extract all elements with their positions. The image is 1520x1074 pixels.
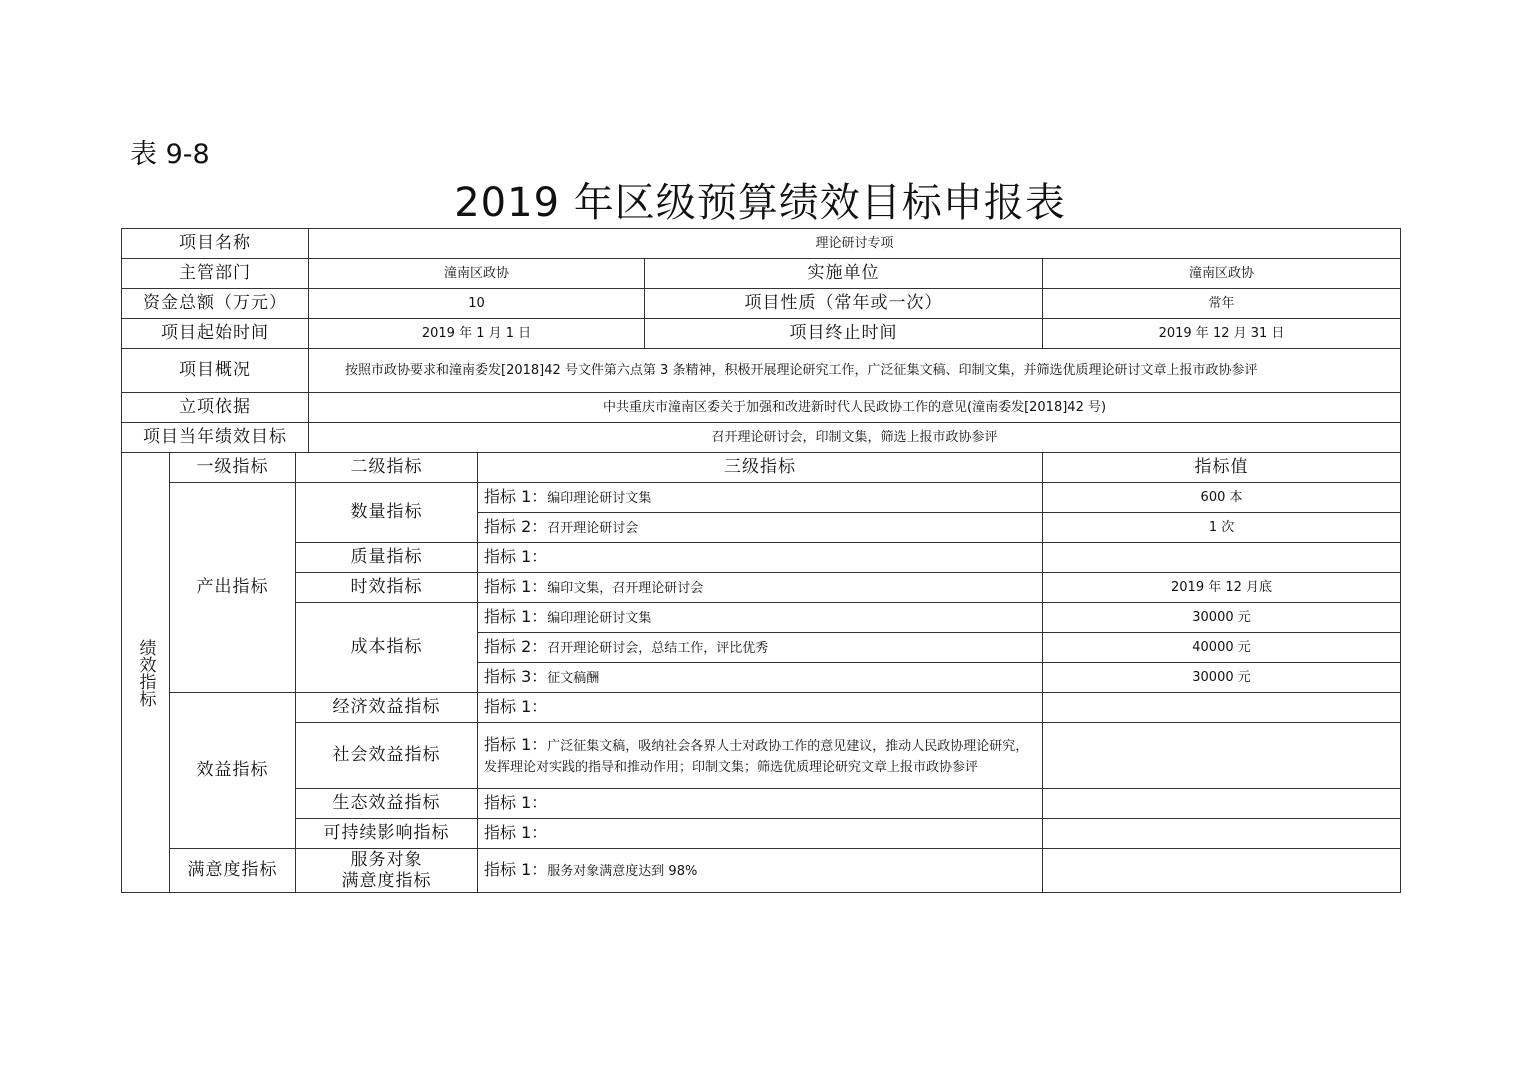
indicator-value	[1043, 819, 1401, 849]
indicator-prefix: 指标 2：	[484, 637, 548, 656]
cost-label: 成本指标	[296, 603, 478, 693]
row-project-name	[122, 229, 1401, 259]
indicator-value	[1043, 849, 1401, 893]
indicator-prefix: 指标 1：	[484, 860, 548, 879]
social-label: 社会效益指标	[296, 723, 478, 789]
indicator-value: 600 本	[1043, 483, 1401, 513]
impl-value: 潼南区政协	[1043, 259, 1401, 289]
output-label: 产出指标	[170, 483, 296, 693]
table-row	[122, 573, 1401, 603]
row-basis	[122, 393, 1401, 423]
indicator-cell	[478, 663, 1043, 693]
table-row	[122, 483, 1401, 513]
indicator-prefix: 指标 1：	[484, 823, 548, 842]
row-department	[122, 259, 1401, 289]
satisfaction-label: 满意度指标	[170, 849, 296, 893]
dept-value: 潼南区政协	[309, 259, 645, 289]
project-name-value: 理论研讨专项	[309, 229, 1401, 259]
quality-label: 质量指标	[296, 543, 478, 573]
indicator-prefix: 指标 1：	[484, 734, 548, 754]
overview-label: 项目概况	[122, 349, 309, 393]
indicator-prefix: 指标 1：	[484, 697, 548, 716]
indicator-cell	[478, 723, 1043, 789]
nature-label: 项目性质（常年或一次）	[645, 289, 1043, 319]
header-value: 指标值	[1043, 453, 1401, 483]
indicator-cell	[478, 693, 1043, 723]
table-row	[122, 819, 1401, 849]
indicator-text: 召开理论研讨会，总结工作，评比优秀	[547, 641, 769, 656]
sustain-label: 可持续影响指标	[296, 819, 478, 849]
indicator-cell	[478, 513, 1043, 543]
impl-label: 实施单位	[645, 259, 1043, 289]
indicator-text: 编印理论研讨文集	[547, 611, 652, 626]
row-fund	[122, 289, 1401, 319]
nature-value: 常年	[1043, 289, 1401, 319]
indicator-prefix: 指标 2：	[484, 517, 548, 536]
benefit-label: 效益指标	[170, 693, 296, 849]
dept-label: 主管部门	[122, 259, 309, 289]
table-number: 表 9-8	[130, 139, 210, 170]
row-goal	[122, 423, 1401, 453]
economic-label: 经济效益指标	[296, 693, 478, 723]
quantity-label: 数量指标	[296, 483, 478, 543]
table-row	[122, 723, 1401, 789]
indicator-value: 40000 元	[1043, 633, 1401, 663]
indicator-prefix: 指标 1：	[484, 577, 548, 596]
project-name-label: 项目名称	[122, 229, 309, 259]
indicator-cell	[478, 849, 1043, 893]
indicator-value: 1 次	[1043, 513, 1401, 543]
indicator-prefix: 指标 1：	[484, 607, 548, 626]
basis-value: 中共重庆市潼南区委关于加强和改进新时代人民政协工作的意见(潼南委发[2018]42 号)	[309, 393, 1401, 423]
end-value: 2019 年 12 月 31 日	[1043, 319, 1401, 349]
performance-target-table	[121, 228, 1401, 893]
indicator-text: 编印文集，召开理论研讨会	[547, 581, 704, 596]
indicator-cell	[478, 789, 1043, 819]
goal-value: 召开理论研讨会，印制文集，筛选上报市政协参评	[309, 423, 1401, 453]
header-level3: 三级指标	[478, 453, 1043, 483]
row-indicator-header	[122, 453, 1401, 483]
side-label: 绩效指标	[135, 638, 156, 707]
indicator-cell	[478, 633, 1043, 663]
indicator-value: 30000 元	[1043, 603, 1401, 633]
indicator-text: 征文稿酬	[547, 671, 600, 686]
fund-label: 资金总额（万元）	[122, 289, 309, 319]
basis-label: 立项依据	[122, 393, 309, 423]
indicator-value: 30000 元	[1043, 663, 1401, 693]
row-overview	[122, 349, 1401, 393]
indicator-cell	[478, 603, 1043, 633]
overview-value: 按照市政协要求和潼南委发[2018]42 号文件第六点第 3 条精神，积极开展理论研究工作，广泛征集文稿、印制文集，并筛选优质理论研讨文章上报市政协参评	[309, 349, 1401, 393]
header-level2: 二级指标	[296, 453, 478, 483]
indicator-value	[1043, 543, 1401, 573]
start-label: 项目起始时间	[122, 319, 309, 349]
service-label: 服务对象 满意度指标	[296, 849, 478, 893]
indicator-text: 编印理论研讨文集	[547, 491, 652, 506]
timeliness-label: 时效指标	[296, 573, 478, 603]
indicator-cell	[478, 543, 1043, 573]
indicator-value	[1043, 693, 1401, 723]
indicator-prefix: 指标 1：	[484, 487, 548, 506]
goal-label: 项目当年绩效目标	[122, 423, 309, 453]
indicator-prefix: 指标 1：	[484, 547, 548, 566]
indicator-cell	[478, 573, 1043, 603]
end-label: 项目终止时间	[645, 319, 1043, 349]
indicator-cell	[478, 483, 1043, 513]
side-label-cell	[122, 453, 170, 893]
indicator-text: 召开理论研讨会	[547, 521, 639, 536]
table-row	[122, 603, 1401, 633]
indicator-cell	[478, 819, 1043, 849]
indicator-value: 2019 年 12 月底	[1043, 573, 1401, 603]
row-period	[122, 319, 1401, 349]
table-row	[122, 789, 1401, 819]
indicator-value	[1043, 789, 1401, 819]
indicator-text: 广泛征集文稿，吸纳社会各界人士对政协工作的意见建议，推动人民政协理论研究，发挥理论对实践的指导和推动作用；印制文集；筛选优质理论研究文章上报市政协参评	[484, 738, 1029, 775]
indicator-prefix: 指标 3：	[484, 667, 548, 686]
fund-value: 10	[309, 289, 645, 319]
indicator-prefix: 指标 1：	[484, 793, 548, 812]
document-title: 2019 年区级预算绩效目标申报表	[454, 180, 1066, 226]
ecological-label: 生态效益指标	[296, 789, 478, 819]
table-row	[122, 693, 1401, 723]
indicator-value	[1043, 723, 1401, 789]
indicator-text: 服务对象满意度达到 98%	[547, 864, 698, 879]
header-level1: 一级指标	[170, 453, 296, 483]
table-row	[122, 849, 1401, 893]
table-row	[122, 543, 1401, 573]
start-value: 2019 年 1 月 1 日	[309, 319, 645, 349]
